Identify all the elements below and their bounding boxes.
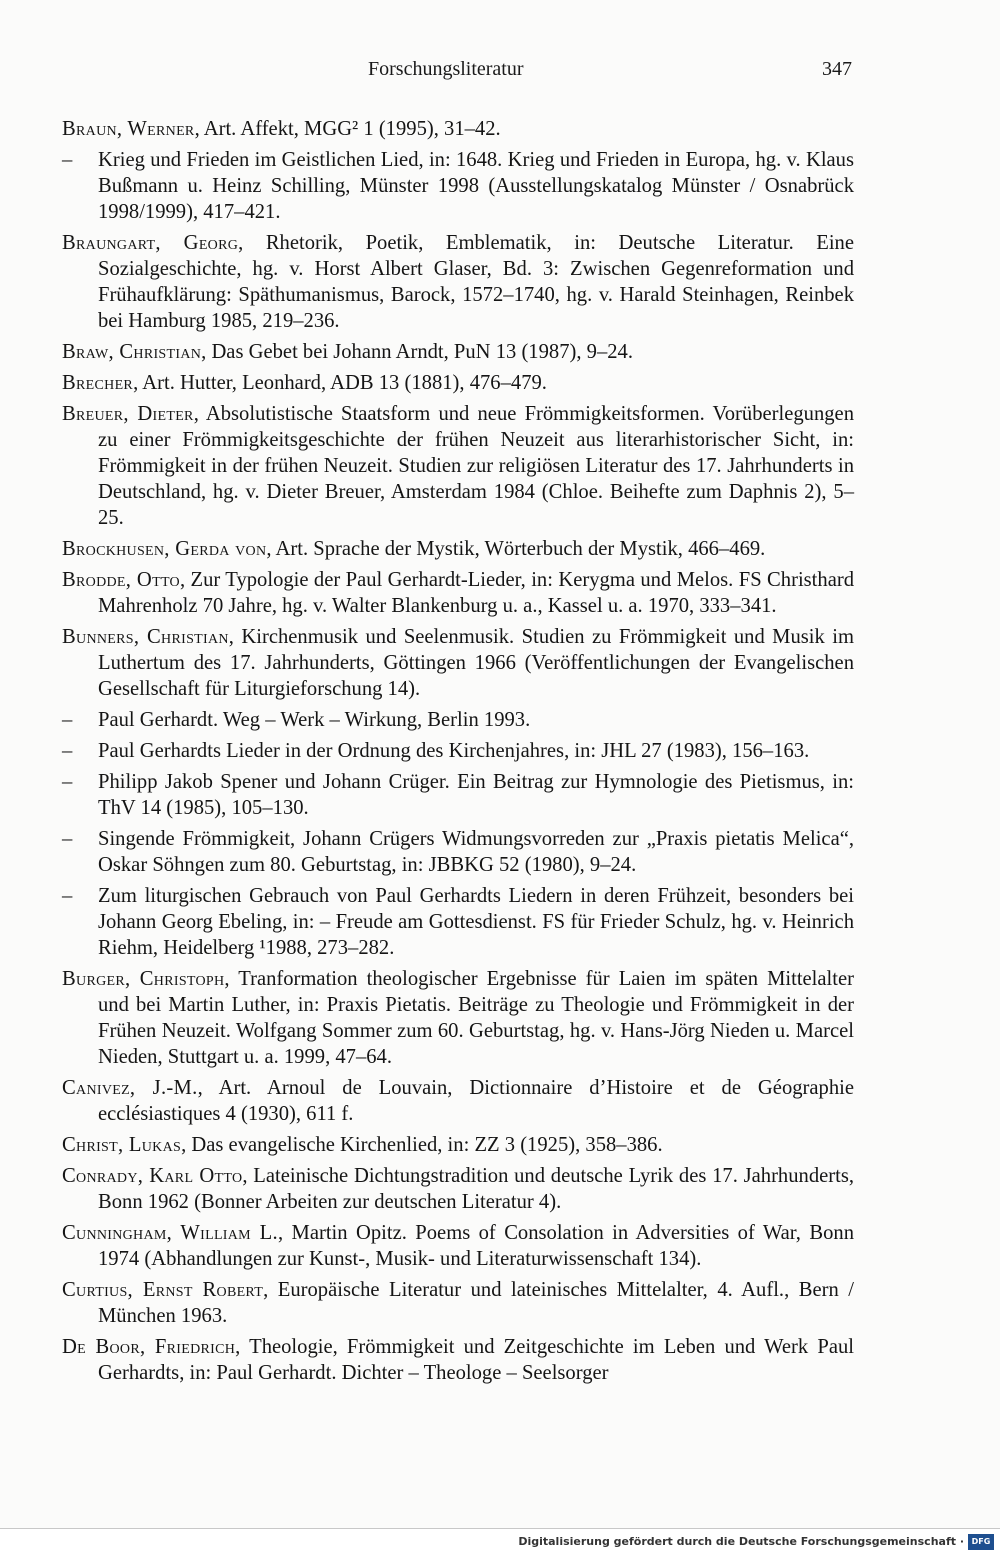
bibliography-entry [62, 536, 854, 562]
entry-author: Brecher [62, 372, 134, 394]
bibliography-entry [62, 230, 854, 334]
digitization-footer [0, 1528, 1000, 1557]
page-number: 347 [822, 58, 852, 80]
entry-text: Singende Frömmigkeit, Johann Crügers Widmungsvorreden zur „Praxis pietatis Melica“, Oskar Söhngen zum 80. Geburtstag, in: JBBKG 52 (1980), 9–24. [98, 828, 854, 876]
entry-text: , Art. Hutter, Leonhard, ADB 13 (1881), 476–479. [133, 372, 547, 394]
bibliography-subentry [62, 883, 854, 961]
bibliography-list [62, 116, 854, 1391]
entry-author: Braungart, Georg [62, 232, 239, 254]
bibliography-entry [62, 116, 854, 142]
entry-text: , Kirchenmusik und Seelenmusik. Studien zu Frömmigkeit und Musik im Luthertum des 17. Jahrhunderts, Göttingen 1966 (Veröffentlichungen der Evangelischen Gesellschaft für Liturgieforschung 14). [98, 626, 854, 700]
entry-text: , Rhetorik, Poetik, Emblematik, in: Deutsche Literatur. Eine Sozialgeschichte, hg. v. Horst Albert Glaser, Bd. 3: Zwischen Gegenreformation und Frühaufklärung: Späthumanismus, Barock, 1572–1740, hg. v. Harald Steinhagen, Reinbek bei Hamburg 1985, 219–236. [98, 232, 854, 332]
bibliography-subentry [62, 707, 854, 733]
entry-author: Brockhusen, Gerda von [62, 538, 267, 560]
bibliography-entry [62, 624, 854, 702]
running-header [62, 58, 852, 88]
bibliography-entry [62, 1075, 854, 1127]
continuation-dash: – [62, 885, 73, 907]
bibliography-subentry [62, 147, 854, 225]
entry-text: , Absolutistische Staatsform und neue Frömmigkeitsformen. Vorüberlegungen zu einer Frömmigkeitsgeschichte der frühen Neuzeit aus literarhistorischer Sicht, in: Frömmigkeit in der frühen Neuzeit. Studien zur religiösen Literatur des 17. Jahrhunderts in Deutschland, hg. v. Dieter Breuer, Amsterdam 1984 (Chloe. Beihefte zum Daphnis 2), 5–25. [98, 403, 854, 529]
bibliography-entry [62, 1220, 854, 1272]
entry-text: Philipp Jakob Spener und Johann Crüger. Ein Beitrag zur Hymnologie des Pietismus, in: ThV 14 (1985), 105–130. [98, 771, 854, 819]
entry-author: Cunningham, William L. [62, 1222, 278, 1244]
entry-text: , Zur Typologie der Paul Gerhardt-Lieder, in: Kerygma und Melos. FS Christhard Mahrenholz 70 Jahre, hg. v. Walter Blankenburg u. a., Kassel u. a. 1970, 333–341. [98, 569, 855, 617]
entry-text: , Art. Arnoul de Louvain, Dictionnaire d’Histoire et de Géographie ecclésiastiques 4 (1930), 611 f. [98, 1077, 854, 1125]
entry-text: , Das evangelische Kirchenlied, in: ZZ 3 (1925), 358–386. [181, 1134, 663, 1156]
bibliography-subentry [62, 769, 854, 821]
bibliography-subentry [62, 826, 854, 878]
continuation-dash: – [62, 771, 73, 793]
funding-notice: Digitalisierung gefördert durch die Deutsche Forschungsgemeinschaft · [518, 1535, 964, 1548]
entry-author: Braw, Christian [62, 341, 202, 363]
entry-author: Bunners, Christian [62, 626, 229, 648]
entry-author: Burger, Christoph [62, 968, 225, 990]
entry-author: Conrady, Karl Otto [62, 1165, 243, 1187]
running-title: Forschungsliteratur [368, 58, 524, 80]
entry-text: , Theologie, Frömmigkeit und Zeitgeschichte im Leben und Werk Paul Gerhardts, in: Paul Gerhardt. Dichter – Theologe – Seelsorger [98, 1336, 854, 1384]
entry-text: , Art. Sprache der Mystik, Wörterbuch der Mystik, 466–469. [266, 538, 766, 560]
continuation-dash: – [62, 709, 73, 731]
bibliography-entry [62, 966, 854, 1070]
entry-author: De Boor, Friedrich [62, 1336, 236, 1358]
bibliography-entry [62, 567, 854, 619]
entry-text: , Art. Affekt, MGG² 1 (1995), 31–42. [194, 118, 501, 140]
bibliography-entry [62, 1334, 854, 1386]
bibliography-entry [62, 1277, 854, 1329]
entry-text: , Martin Opitz. Poems of Consolation in Adversities of War, Bonn 1974 (Abhandlungen zur Kunst-, Musik- und Literaturwissenschaft 134). [98, 1222, 854, 1270]
entry-text: Zum liturgischen Gebrauch von Paul Gerhardts Liedern in deren Frühzeit, besonders bei Johann Georg Ebeling, in: – Freude am Gottesdienst. FS für Frieder Schulz, hg. v. Heinrich Riehm, Heidelberg ¹1988, 273–282. [98, 885, 854, 959]
entry-text: Paul Gerhardt. Weg – Werk – Wirkung, Berlin 1993. [98, 709, 531, 731]
entry-author: Canivez, J.-M. [62, 1077, 198, 1099]
continuation-dash: – [62, 828, 73, 850]
bibliography-entry [62, 1132, 854, 1158]
entry-author: Brodde, Otto [62, 569, 180, 591]
entry-author: Breuer, Dieter [62, 403, 194, 425]
bibliography-entry [62, 370, 854, 396]
entry-author: Braun, Werner [62, 118, 195, 140]
entry-author: Curtius, Ernst Robert [62, 1279, 264, 1301]
entry-author: Christ, Lukas [62, 1134, 182, 1156]
continuation-dash: – [62, 149, 73, 171]
dfg-logo: DFG [968, 1534, 994, 1550]
bibliography-subentry [62, 738, 854, 764]
continuation-dash: – [62, 740, 73, 762]
bibliography-entry [62, 1163, 854, 1215]
bibliography-entry [62, 339, 854, 365]
entry-text: , Lateinische Dichtungstradition und deutsche Lyrik des 17. Jahrhunderts, Bonn 1962 (Bonner Arbeiten zur deutschen Literatur 4). [98, 1165, 855, 1213]
entry-text: , Europäische Literatur und lateinisches Mittelalter, 4. Aufl., Bern / München 1963. [98, 1279, 854, 1327]
entry-text: , Tranformation theologischer Ergebnisse für Laien im späten Mittelalter und bei Martin Luther, in: Praxis Pietatis. Beiträge zu Theologie und Frömmigkeit in der Frühen Neuzeit. Wolfgang Sommer zum 60. Geburtstag, hg. v. Hans-Jörg Nieden u. Marcel Nieden, Stuttgart u. a. 1999, 47–64. [98, 968, 854, 1068]
bibliography-entry [62, 401, 854, 531]
entry-text: , Das Gebet bei Johann Arndt, PuN 13 (1987), 9–24. [201, 341, 633, 363]
entry-text: Krieg und Frieden im Geistlichen Lied, in: 1648. Krieg und Frieden in Europa, hg. v. Klaus Bußmann u. Heinz Schilling, Münster 1998 (Ausstellungskatalog Münster / Osnabrück 1998/1999), 417–421. [98, 149, 854, 223]
entry-text: Paul Gerhardts Lieder in der Ordnung des Kirchenjahres, in: JHL 27 (1983), 156–163. [98, 740, 810, 762]
